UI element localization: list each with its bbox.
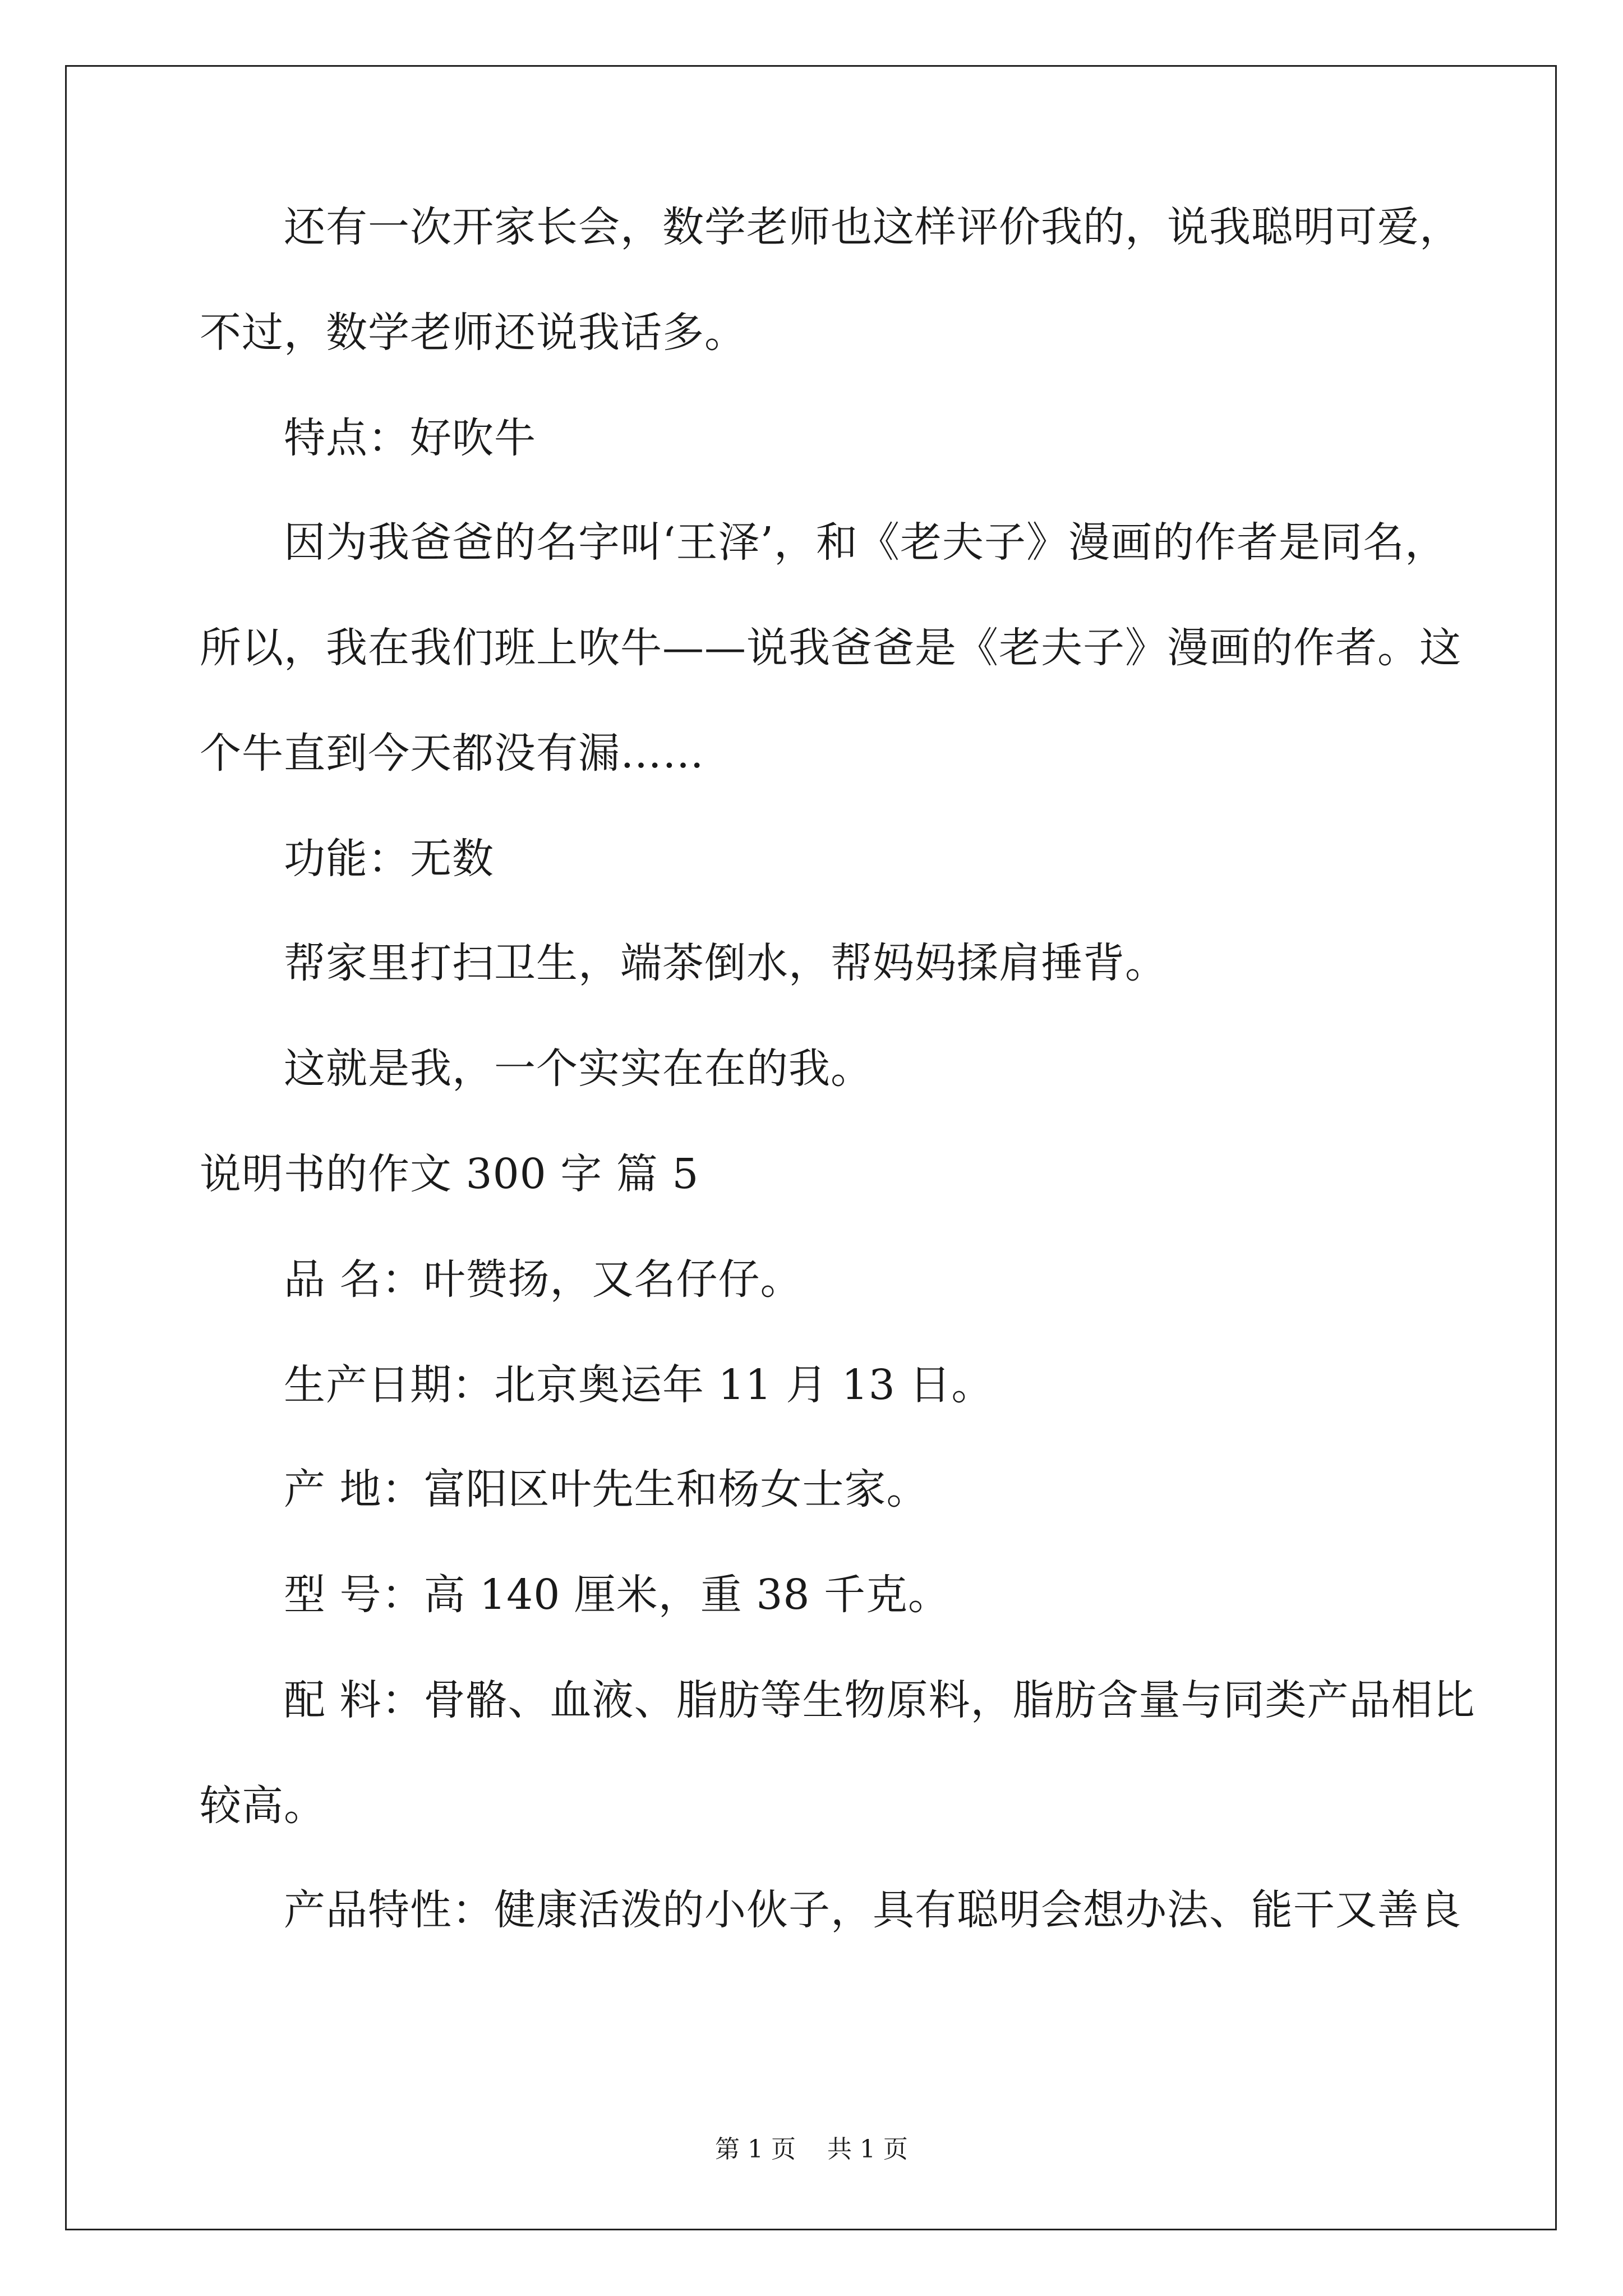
text-line: 不过，数学老师还说我话多。 bbox=[200, 309, 746, 357]
spec-line: 配 料：骨骼、血液、脂肪等生物原料，脂肪含量与同类产品相比 bbox=[200, 1676, 1476, 1724]
spec-line: 品 名：叶赞扬，又名仔仔。 bbox=[200, 1255, 803, 1304]
text-line: 因为我爸爸的名字叫‘王泽’，和《老夫子》漫画的作者是同名， bbox=[200, 518, 1447, 567]
spec-line: 产品特性：健康活泼的小伙子，具有聪明会想办法、能干又善良 bbox=[200, 1886, 1461, 1934]
section-label: 功能：无数 bbox=[200, 835, 494, 883]
spec-line: 生产日期：北京奥运年 11 月 13 日。 bbox=[200, 1361, 994, 1409]
spec-line: 产 地：富阳区叶先生和杨女士家。 bbox=[200, 1465, 929, 1513]
spec-line: 型 号：高 140 厘米，重 38 千克。 bbox=[200, 1571, 951, 1619]
text-line: 个牛直到今天都没有漏…… bbox=[200, 729, 704, 777]
page-footer: 第 1 页 共 1 页 bbox=[715, 2135, 908, 2164]
text-line: 较高。 bbox=[200, 1782, 326, 1830]
text-line: 这就是我，一个实实在在的我。 bbox=[200, 1045, 873, 1093]
text-line: 还有一次开家长会，数学老师也这样评价我的，说我聪明可爱， bbox=[200, 203, 1461, 251]
section-label: 特点：好吹牛 bbox=[200, 414, 536, 462]
text-line: 帮家里打扫卫生，端茶倒水，帮妈妈揉肩捶背。 bbox=[200, 939, 1167, 987]
section-heading: 说明书的作文 300 字 篇 5 bbox=[200, 1150, 699, 1198]
text-line: 所以，我在我们班上吹牛——说我爸爸是《老夫子》漫画的作者。这 bbox=[200, 624, 1461, 672]
